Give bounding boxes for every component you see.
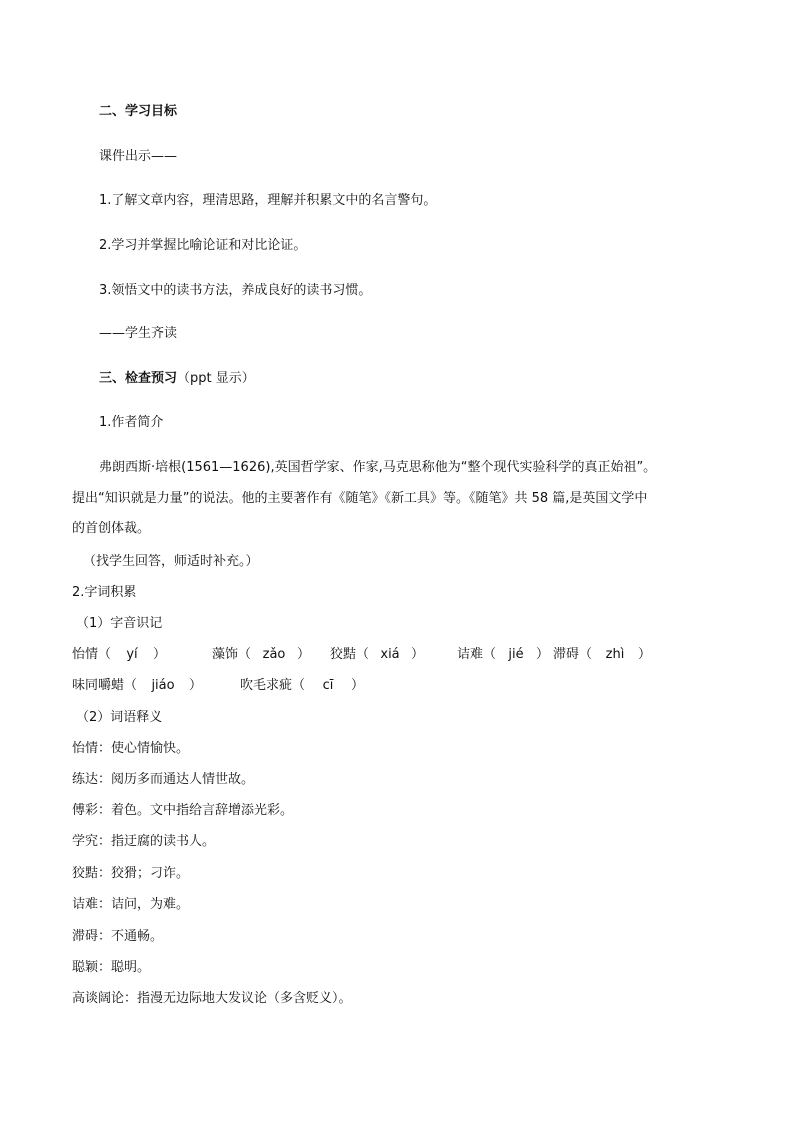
definition-item: 练达：阅历多而通达人情世故。 bbox=[72, 772, 255, 787]
definition-item: 诘难：诘问，为难。 bbox=[72, 897, 190, 912]
pron-item bbox=[212, 646, 310, 664]
definition-item: 高谈阔论：指漫无边际地大发议论（多含贬义）。 bbox=[72, 991, 352, 1006]
definition-item: 学究：指迂腐的读书人。 bbox=[72, 834, 216, 849]
pron-pinyin: yí bbox=[126, 647, 138, 662]
pron-pinyin: jié bbox=[508, 647, 524, 662]
section3-heading: 三、检查预习 bbox=[99, 371, 178, 386]
pron-word: 怡情（ bbox=[72, 647, 112, 662]
author-line: 提出“知识就是力量”的说法。他的主要著作有《随笔》《新工具》等。《随笔》共 58 篇,是英国文学中 bbox=[72, 491, 648, 506]
pron-close: ） bbox=[297, 647, 311, 662]
pron-pinyin: zǎo bbox=[262, 647, 286, 662]
pron-item bbox=[240, 677, 364, 695]
section2-heading: 二、学习目标 bbox=[99, 104, 178, 119]
author-line: 的首创体裁。 bbox=[72, 521, 151, 536]
pron-word: 诘难（ bbox=[457, 647, 497, 662]
author-line: 弗朗西斯·培根(1561—1626),英国哲学家、作家,马克思称他为“整个现代实验科学的真正始祖”。 bbox=[99, 460, 657, 475]
pron-close: ） bbox=[189, 678, 203, 693]
definition-item: 傅彩：着色。文中指给言辞增添光彩。 bbox=[72, 803, 294, 818]
pron-title: （1）字音识记 bbox=[76, 616, 163, 631]
pron-close: ） bbox=[638, 647, 652, 662]
goal-item: 2.学习并掌握比喻论证和对比论证。 bbox=[99, 238, 307, 253]
pron-pinyin: xiá bbox=[380, 647, 400, 662]
pron-pinyin: cī bbox=[322, 678, 334, 693]
pron-close: ） bbox=[351, 678, 365, 693]
pron-word: 滞碍（ bbox=[553, 647, 593, 662]
definition-item: 聪颖：聪明。 bbox=[72, 960, 151, 975]
section2-outro: ——学生齐读 bbox=[99, 326, 178, 341]
definition-item: 滞碍：不通畅。 bbox=[72, 929, 164, 944]
pron-word: 味同嚼蜡（ bbox=[72, 678, 138, 693]
goal-item: 3.领悟文中的读书方法，养成良好的读书习惯。 bbox=[99, 283, 372, 298]
pron-word: 狡黠（ bbox=[330, 647, 370, 662]
pron-pinyin: zhì bbox=[605, 647, 625, 662]
pron-item bbox=[72, 677, 202, 695]
definition-item: 狡黠：狡猾；刁诈。 bbox=[72, 866, 190, 881]
pron-item bbox=[457, 646, 549, 664]
pron-item bbox=[553, 646, 651, 664]
definition-item: 怡情：使心情愉快。 bbox=[72, 741, 190, 756]
def-title: （2）词语释义 bbox=[76, 710, 163, 725]
author-note: （找学生回答，师适时补充。） bbox=[83, 554, 259, 569]
author-title: 1.作者简介 bbox=[99, 415, 164, 430]
vocab-title: 2.字词积累 bbox=[72, 585, 137, 600]
pron-word: 吹毛求疵（ bbox=[240, 678, 306, 693]
pron-close: ） bbox=[411, 647, 425, 662]
goal-item: 1.了解文章内容，理清思路，理解并积累文中的名言警句。 bbox=[99, 193, 437, 208]
pron-item bbox=[72, 646, 166, 664]
pron-word: 藻饰（ bbox=[212, 647, 252, 662]
section3-heading-note: （ppt 显示） bbox=[177, 371, 255, 386]
pron-pinyin: jiáo bbox=[151, 678, 175, 693]
pron-close: ） bbox=[536, 647, 550, 662]
section3-heading-line bbox=[99, 370, 255, 388]
section2-intro: 课件出示—— bbox=[99, 149, 178, 164]
pron-item bbox=[330, 646, 424, 664]
pron-close: ） bbox=[153, 647, 167, 662]
